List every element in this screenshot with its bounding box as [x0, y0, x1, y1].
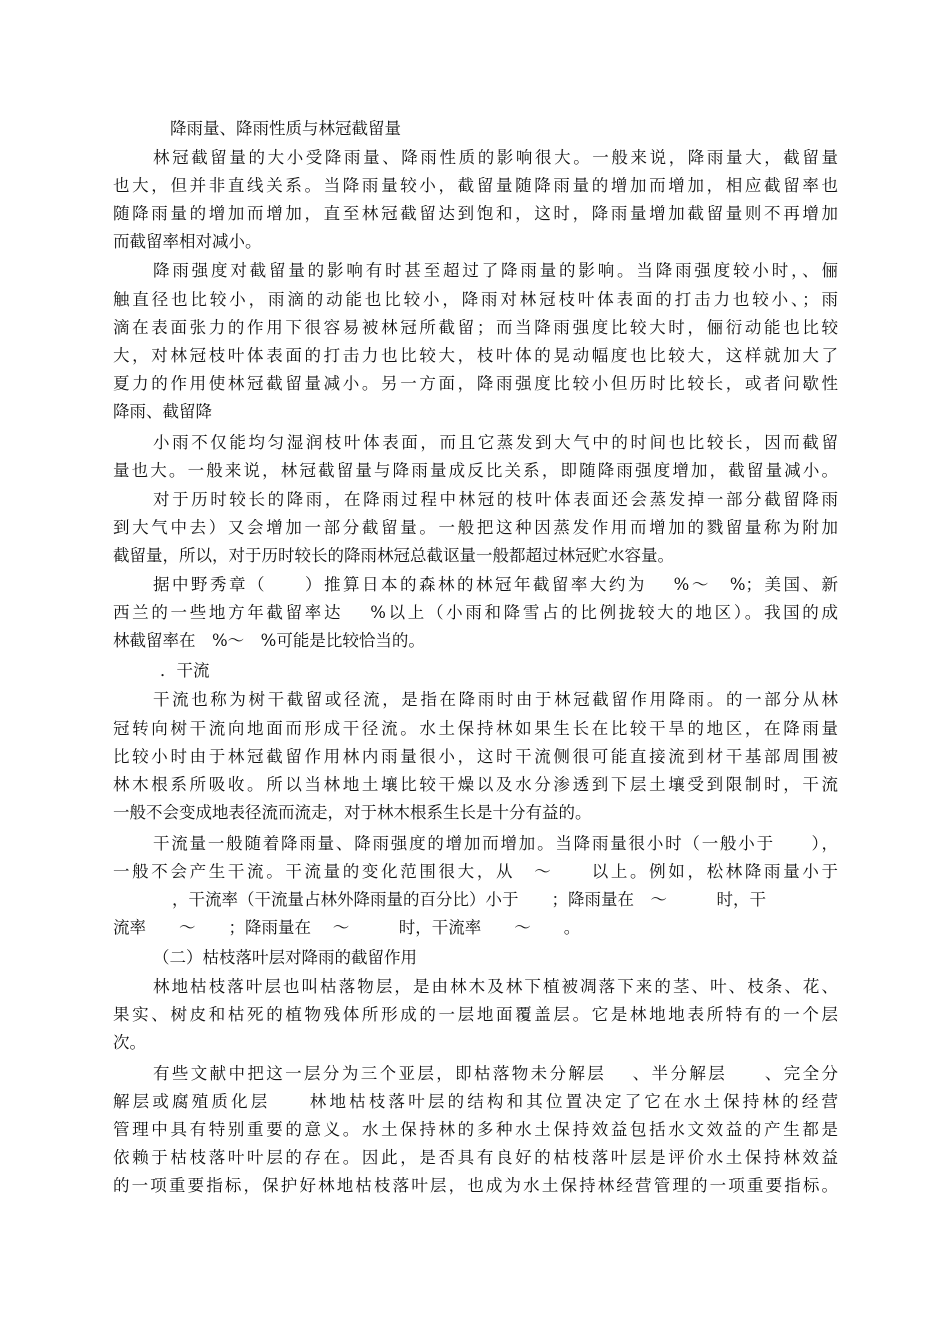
paragraph-line: 降雨、截留降 — [113, 402, 212, 421]
paragraph-line: 果实、树皮和枯死的植物残体所形成的一层地面覆盖层。它是林地地表所特有的一个层 — [113, 1005, 838, 1024]
paragraph-line: 林冠截留量的大小受降雨量、降雨性质的影响很大。一般来说，降雨量大，截留量 — [153, 148, 838, 167]
paragraph-line: ，干流率（干流量占林外降雨量的百分比）小于 ；降雨量在 ～ 时，干 — [172, 890, 766, 909]
paragraph-line: 依赖于枯枝落叶叶层的存在。因此，是否具有良好的枯枝落叶层是评价水土保持林效益 — [113, 1148, 838, 1167]
paragraph-line: 一般不会产生干流。干流量的变化范围很大，从 ～ 以上。例如，松林降雨量小于 — [113, 862, 838, 881]
paragraph-line: 一般不会变成地表径流而流走，对于林木根系生长是十分有益的。 — [113, 803, 592, 822]
paragraph-line: 到大气中去）又会增加一部分截留量。一般把这种因蒸发作用而增加的戮留量称为附加 — [113, 518, 838, 537]
subsection-heading: ．干流 — [160, 661, 210, 680]
paragraph-line: 随降雨量的增加而增加，直至林冠截留达到饱和，这时，降雨量增加截留量则不再增加 — [113, 204, 838, 223]
paragraph-line: 滴在表面张力的作用下很容易被林冠所截留；而当降雨强度比较大时，俪衍动能也比较 — [113, 318, 838, 337]
paragraph-line: 据中野秀章（ ）推算日本的森林的林冠年截留率大约为 %～ %；美国、新 — [153, 575, 838, 594]
paragraph-line: 截留量，所以，对于历时较长的降雨林冠总截讴量一般都超过林冠贮水容量。 — [113, 546, 674, 565]
paragraph-line: 比较小时由于林冠截留作用林内雨量很小，这时干流侧很可能直接流到材干基部周围被 — [113, 747, 838, 766]
paragraph-line: 干流量一般随着降雨量、降雨强度的增加而增加。当降雨量很小时（一般小于 ）， — [153, 834, 838, 853]
paragraph-line: 小雨不仅能均匀湿润枝叶体表面，而且它蒸发到大气中的时间也比较长，因而截留 — [153, 433, 838, 452]
paragraph-line: 次。 — [113, 1033, 146, 1052]
paragraph-line: 而截留率相对减小。 — [113, 232, 262, 251]
paragraph-line: 对于历时较长的降雨，在降雨过程中林冠的枝叶体表面还会蒸发掉一部分截留降雨 — [153, 490, 838, 509]
section-heading: （二）枯枝落叶层对降雨的截留作用 — [153, 948, 417, 967]
paragraph-line: 林木根系所吸收。所以当林地土壤比较干燥以及水分渗透到下层土壤受到限制时，干流 — [113, 775, 838, 794]
paragraph-line: 西兰的一些地方年截留率达 %以上（小雨和降雪占的比例拢较大的地区）。我国的成 — [113, 603, 838, 622]
paragraph-line: 降雨强度对截留量的影响有时甚至超过了降雨量的影响。当降雨强度较小时，、俪 — [153, 261, 838, 280]
paragraph-line: 林截留率在 %～ %可能是比较恰当的。 — [113, 631, 425, 650]
paragraph-line: 触直径也比较小，雨滴的动能也比较小，降雨对林冠枝叶体表面的打击力也较小、；雨 — [113, 290, 838, 309]
paragraph-line: 流率 ～ ；降雨量在 ～ 时，干流率 ～ 。 — [113, 918, 581, 937]
paragraph-line: 冠转向树干流向地面而形成干径流。水土保持林如果生长在比较干旱的地区，在降雨量 — [113, 719, 838, 738]
paragraph-line: 有些文献中把这一层分为三个亚层，即枯落物未分解层 、半分解层 、完全分 — [153, 1064, 838, 1083]
paragraph-line: 管理中具有特别重要的意义。水土保持林的多种水土保持效益包括水文效益的产生都是 — [113, 1120, 838, 1139]
paragraph-line: 也大，但并非直线关系。当降雨量较小，截留量随降雨量的增加而增加，相应截留率也 — [113, 176, 838, 195]
paragraph-line: 干流也称为树干截留或径流，是指在降雨时由于林冠截留作用降雨。的一部分从林 — [153, 690, 838, 709]
paragraph-line: 量也大。一般来说，林冠截留量与降雨量成反比关系，即随降雨强度增加，截留量减小。 — [113, 461, 838, 480]
paragraph-line: 林地枯枝落叶层也叫枯落物层，是由林木及林下植被凋落下来的茎、叶、枝条、花、 — [153, 977, 838, 996]
paragraph-line: 解层或腐殖质化层 林地枯枝落叶层的结构和其位置决定了它在水土保持林的经营 — [113, 1092, 838, 1111]
paragraph-line: 大，对林冠枝叶体表面的打击力也比较大，枝叶体的晃动幅度也比较大，这样就加大了 — [113, 346, 838, 365]
paragraph-line: 的一项重要指标，保护好林地枯枝落叶层，也成为水土保持林经营管理的一项重要指标。 — [113, 1176, 838, 1195]
section-heading: 降雨量、降雨性质与林冠截留量 — [170, 119, 401, 138]
paragraph-line: 夏力的作用使林冠截留量减小。另一方面，降雨强度比较小但历时比较长，或者问歇性 — [113, 374, 838, 393]
